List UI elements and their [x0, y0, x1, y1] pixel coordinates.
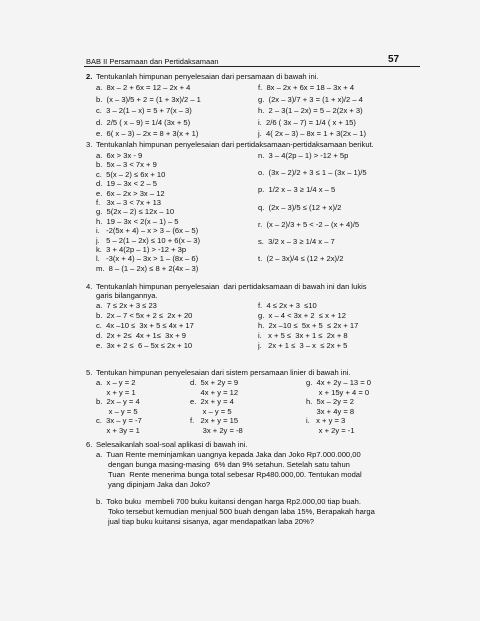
system-item: x + 2y = -1	[306, 426, 355, 435]
inequality-item: m. 8 – (1 – 2x) ≤ 8 + 2(4x – 3)	[96, 263, 199, 273]
system-item: 4x + y = 12	[190, 387, 239, 397]
inequality-item: s. 3/2 x – 3 ≥ 1/4 x – 7	[258, 237, 335, 246]
header-rule	[84, 66, 420, 67]
system-item: x + y = 1	[96, 387, 136, 397]
equation-item: e. 6( x – 3) – 2x = 8 + 3(x + 1)	[96, 129, 199, 139]
inequality-item: h. 2x –10 ≤ 5x + 5 ≤ 2x + 17	[258, 321, 359, 330]
inequality-item: d. 19 – 3x < 2 – 5	[96, 179, 158, 189]
section-title: Tentukanlah himpunan penyelesaian dari pertidaksamaan di bawah ini dan lukis	[96, 282, 367, 291]
system-item: h. 5x – 2y = 2	[306, 397, 354, 407]
inequality-item: a. 7 ≤ 2x + 3 ≤ 23	[96, 301, 157, 310]
equation-item: b. (x – 3)/5 + 2 = (1 + 3x)/2 – 1	[96, 94, 201, 104]
equation-item: c. 3 – 2(1 – x) = 5 + 7(x – 3)	[96, 106, 192, 116]
section-title: Tentukan himpunan penyelesaian dari sistem persamaan linier di bawah ini.	[96, 368, 351, 377]
inequality-item: b. 2x – 7 < 5x + 2 ≤ 2x + 20	[96, 311, 193, 320]
inequality-item: j. 2x + 1 ≤ 3 – x ≤ 2x + 5	[258, 341, 348, 350]
system-item: c. 3x – y = -7	[96, 416, 142, 426]
inequality-item: b. 5x – 3 < 7x + 9	[96, 160, 157, 170]
inequality-item: p. 1/2 x – 3 ≥ 1/4 x – 5	[258, 185, 336, 195]
system-item: e. 2x + y = 4	[190, 397, 234, 407]
page-number: 57	[388, 54, 400, 65]
section-number: 4.	[86, 282, 93, 291]
equation-item: d. 2/5 ( x – 9) = 1/4 (3x + 5)	[96, 117, 191, 127]
word-problem-line: yang dipinjam Jaka dan Joko?	[108, 480, 211, 489]
inequality-item: e. 3x + 2 ≤ 6 – 5x ≤ 2x + 10	[96, 341, 193, 350]
equation-item: g. (2x – 3)/7 + 3 = (1 + x)/2 – 4	[258, 94, 363, 104]
chapter-header: BAB II Persamaan dan Pertidaksamaan	[86, 57, 219, 66]
equation-item: h. 2 – 3(1 – 2x) = 5 – 2(2x + 3)	[258, 106, 363, 116]
inequality-item: h. 19 – 3x < 2(x – 1) – 5	[96, 216, 179, 226]
system-item: d. 5x + 2y = 9	[190, 378, 239, 387]
inequality-item: e. 6x – 2x > 3x – 12	[96, 188, 165, 198]
system-item: a. x – y = 2	[96, 378, 136, 387]
inequality-item: t. (2 – 3x)/4 ≤ (12 + 2x)/2	[258, 254, 344, 264]
inequality-item: f. 4 ≤ 2x + 3 ≤10	[258, 301, 317, 310]
section-title: Selesaikanlah soal-soal aplikasi di bawah ini.	[96, 440, 248, 449]
inequality-item: i. -2(5x + 4) – x > 3 – (6x – 5)	[96, 226, 199, 236]
inequality-item: g. 5(2x – 2) ≤ 12x – 10	[96, 207, 175, 217]
inequality-item: c. 4x –10 ≤ 3x + 5 ≤ 4x + 17	[96, 321, 194, 330]
equation-item: j. 4( 2x – 3) – 8x = 1 + 3(2x – 1)	[258, 129, 367, 139]
inequality-item: c. 5(x – 2) ≤ 6x + 10	[96, 169, 166, 179]
word-problem-line: jual tiap buku kuitansi sisanya, agar mendapatkan laba 20%?	[108, 517, 315, 526]
system-item: x + 3y = 1	[96, 426, 140, 435]
equation-item: a. 8x – 2 + 6x = 12 – 2x + 4	[96, 83, 191, 92]
inequality-item: a. 6x > 3x - 9	[96, 151, 143, 160]
section-number: 6.	[86, 440, 93, 449]
inequality-item: f. 3x – 3 < 7x + 13	[96, 198, 162, 207]
word-problem-line: dengan bunga masing-masing 6% dan 9% setahun. Setelah satu tahun	[108, 460, 350, 469]
word-problem-line: a. Tuan Rente meminjamkan uangnya kepada Jaka dan Joko Rp7.000.000,00	[96, 450, 361, 459]
section-title: garis bilangannya.	[96, 291, 158, 300]
system-item: i. x + y = 3	[306, 416, 346, 426]
system-item: x – y = 5	[190, 406, 232, 416]
section-number: 3.	[86, 140, 93, 149]
inequality-item: j. 5 – 2(1 – 2x) ≤ 10 + 6(x – 3)	[96, 235, 200, 245]
section-title: Tentukanlah himpunan penyelesaian dari pertidaksamaan-pertidaksamaan berikut.	[96, 140, 374, 149]
inequality-item: d. 2x + 2≤ 4x + 1≤ 3x + 9	[96, 331, 187, 340]
system-item: 3x + 2y = -8	[190, 426, 243, 435]
section-title: Tentukanlah himpunan penyelesaian dari persamaan di bawah ini.	[96, 72, 319, 81]
system-item: 3x + 4y = 8	[306, 406, 355, 416]
system-item: x + 15y + 4 = 0	[306, 387, 370, 397]
system-item: g. 4x + 2y – 13 = 0	[306, 378, 372, 387]
equation-item: f. 8x – 2x + 6x = 18 – 3x + 4	[258, 83, 355, 92]
section-number: 2.	[86, 72, 93, 81]
system-item: f. 2x + y = 15	[190, 416, 239, 426]
word-problem-line: Tuan Rente menerima bunga total sebesar Rp480.000,00. Tentukan modal	[108, 470, 362, 479]
system-item: x – y = 5	[96, 406, 138, 416]
inequality-item: r. (x – 2)/3 + 5 < -2 – (x + 4)/5	[258, 219, 360, 229]
inequality-item: l. -3(x + 4) – 3x > 1 – (8x – 6)	[96, 254, 199, 264]
inequality-item: k. 3 + 4(2p – 1) > -12 + 3p	[96, 245, 187, 254]
inequality-item: q. (2x – 3)/5 ≤ (12 + x)/2	[258, 202, 342, 212]
inequality-item: o. (3x – 2)/2 + 3 ≤ 1 – (3x – 1)/5	[258, 168, 367, 178]
section-number: 5.	[86, 368, 93, 377]
word-problem-line: b. Toko buku membeli 700 buku kuitansi dengan harga Rp2.000,00 tiap buah.	[96, 497, 361, 506]
inequality-item: g. x – 4 < 3x + 2 ≤ x + 12	[258, 311, 346, 320]
word-problem-line: Toko tersebut kemudian menjual 500 buah dengan laba 15%, Berapakah harga	[108, 507, 375, 516]
inequality-item: n. 3 – 4(2p – 1) > -12 + 5p	[258, 151, 349, 160]
inequality-item: i. x + 5 ≤ 3x + 1 ≤ 2x + 8	[258, 331, 348, 340]
system-item: b. 2x – y = 4	[96, 397, 140, 407]
equation-item: i. 2/6 ( 3x – 7) = 1/4 ( x + 15)	[258, 117, 356, 127]
